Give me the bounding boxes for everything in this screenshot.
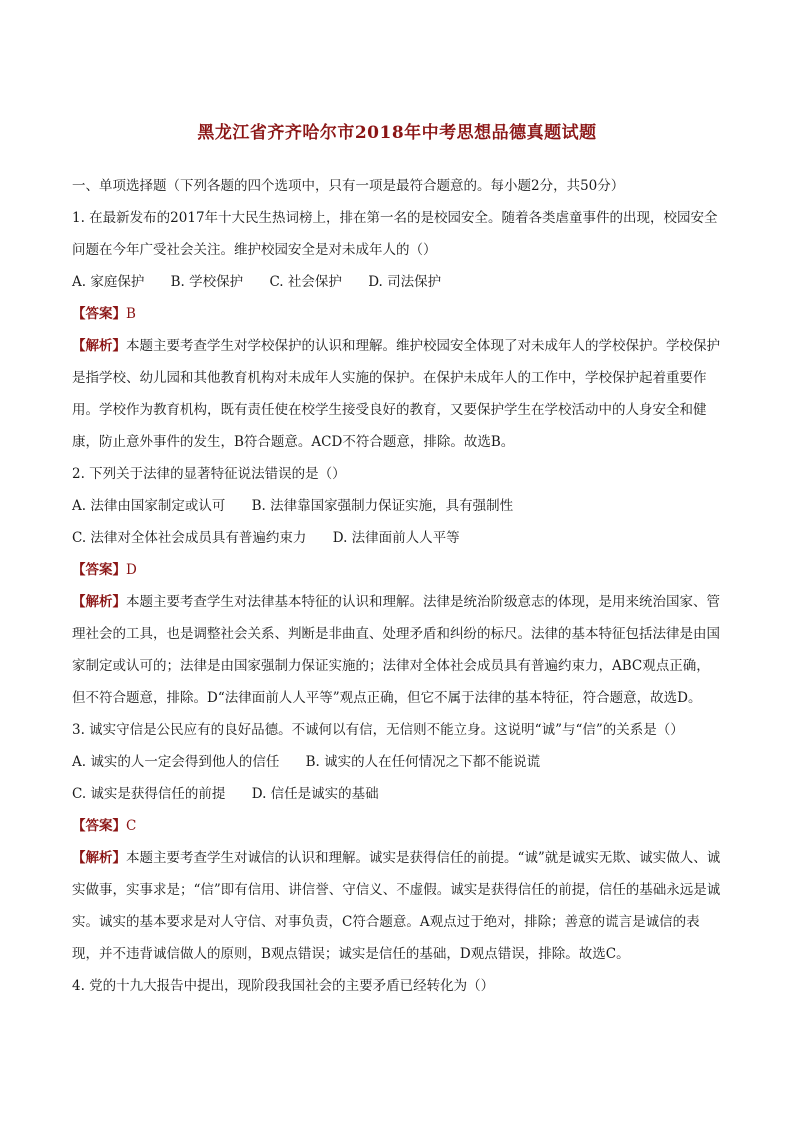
answer-tag: 【答案】 bbox=[72, 562, 126, 578]
answer-line-2 bbox=[72, 554, 722, 586]
option-a: A. 诚实的人一定会得到他人的信任 bbox=[72, 754, 280, 770]
question-options-2b bbox=[72, 522, 722, 554]
option-c: C. 社会保护 bbox=[269, 274, 342, 290]
question-stem-3: 3. 诚实守信是公民应有的良好品德。不诚何以有信，无信则不能立身。这说明“诚”与“信”的关系是（） bbox=[72, 722, 684, 738]
option-d: D. 信任是诚实的基础 bbox=[251, 786, 379, 802]
page-title: 黑龙江省齐齐哈尔市2018年中考思想品德真题试题 bbox=[197, 123, 597, 143]
answer-value: C bbox=[126, 818, 137, 834]
option-b: B. 法律靠国家强制力保证实施，具有强制性 bbox=[251, 498, 514, 514]
question-stem-1: 1. 在最新发布的2017年十大民生热词榜上，排在第一名的是校园安全。随着各类虐童事件的出现，校园安全问题在今年广受社会关注。维护校园安全是对未成年人的（） bbox=[72, 210, 718, 258]
question-options-1 bbox=[72, 266, 722, 298]
answer-value: D bbox=[126, 562, 137, 578]
answer-line-1 bbox=[72, 298, 722, 330]
option-b: B. 学校保护 bbox=[170, 274, 244, 290]
analysis-tag: 【解析】 bbox=[72, 850, 126, 866]
analysis-2 bbox=[72, 586, 722, 714]
question-stem-2: 2. 下列关于法律的显著特征说法错误的是（） bbox=[72, 466, 346, 482]
analysis-3 bbox=[72, 842, 722, 970]
analysis-tag: 【解析】 bbox=[72, 594, 126, 610]
section-heading: 一、单项选择题（下列各题的四个选项中，只有一项是最符合题意的。每小题2分，共50分） bbox=[72, 178, 625, 194]
answer-tag: 【答案】 bbox=[72, 818, 126, 834]
question-options-3b bbox=[72, 778, 722, 810]
option-b: B. 诚实的人在任何情况之下都不能说谎 bbox=[305, 754, 541, 770]
analysis-text: 本题主要考查学生对诚信的认识和理解。诚实是获得信任的前提。“诚”就是诚实无欺、诚实做人、诚实做事，实事求是；“信”即有信用、讲信誉、守信义、不虚假。诚实是获得信任的前提，信任的基础永远是诚实。诚实的基本要求是对人守信、对事负责，C符合题意。A观点过于绝对，排除；善意的谎言是诚信的表现，并不违背诚信做人的原则，B观点错误；诚实是信任的基础，D观点错误，排除。故选C。 bbox=[72, 850, 721, 962]
option-c: C. 法律对全体社会成员具有普遍约束力 bbox=[72, 530, 307, 546]
question-list bbox=[72, 170, 722, 1002]
answer-tag: 【答案】 bbox=[72, 306, 126, 322]
question-options-3a bbox=[72, 746, 722, 778]
question-options-2a bbox=[72, 490, 722, 522]
analysis-1 bbox=[72, 330, 722, 458]
answer-value: B bbox=[126, 306, 136, 322]
analysis-tag: 【解析】 bbox=[72, 338, 126, 354]
question-stem-4: 4. 党的十九大报告中提出，现阶段我国社会的主要矛盾已经转化为（） bbox=[72, 978, 495, 994]
option-a: A. 法律由国家制定或认可 bbox=[72, 498, 226, 514]
option-d: D. 法律面前人人平等 bbox=[332, 530, 460, 546]
option-a: A. 家庭保护 bbox=[72, 274, 145, 290]
option-c: C. 诚实是获得信任的前提 bbox=[72, 786, 226, 802]
option-d: D. 司法保护 bbox=[368, 274, 442, 290]
analysis-text: 本题主要考查学生对学校保护的认识和理解。维护校园安全体现了对未成年人的学校保护。学校保护是指学校、幼儿园和其他教育机构对未成年人实施的保护。在保护未成年人的工作中，学校保护起着重要作用。学校作为教育机构，既有责任使在校学生接受良好的教育，又要保护学生在学校活动中的人身安全和健康，防止意外事件的发生，B符合题意。ACD不符合题意，排除。故选B。 bbox=[72, 338, 720, 450]
analysis-text: 本题主要考查学生对法律基本特征的认识和理解。法律是统治阶级意志的体现，是用来统治国家、管理社会的工具，也是调整社会关系、判断是非曲直、处理矛盾和纠纷的标尺。法律的基本特征包括法律是由国家制定或认可的；法律是由国家强制力保证实施的；法律对全体社会成员具有普遍约束力，ABC观点正确，但不符合题意，排除。D“法律面前人人平等”观点正确，但它不属于法律的基本特征，符合题意，故选D。 bbox=[72, 594, 720, 706]
answer-line-3 bbox=[72, 810, 722, 842]
